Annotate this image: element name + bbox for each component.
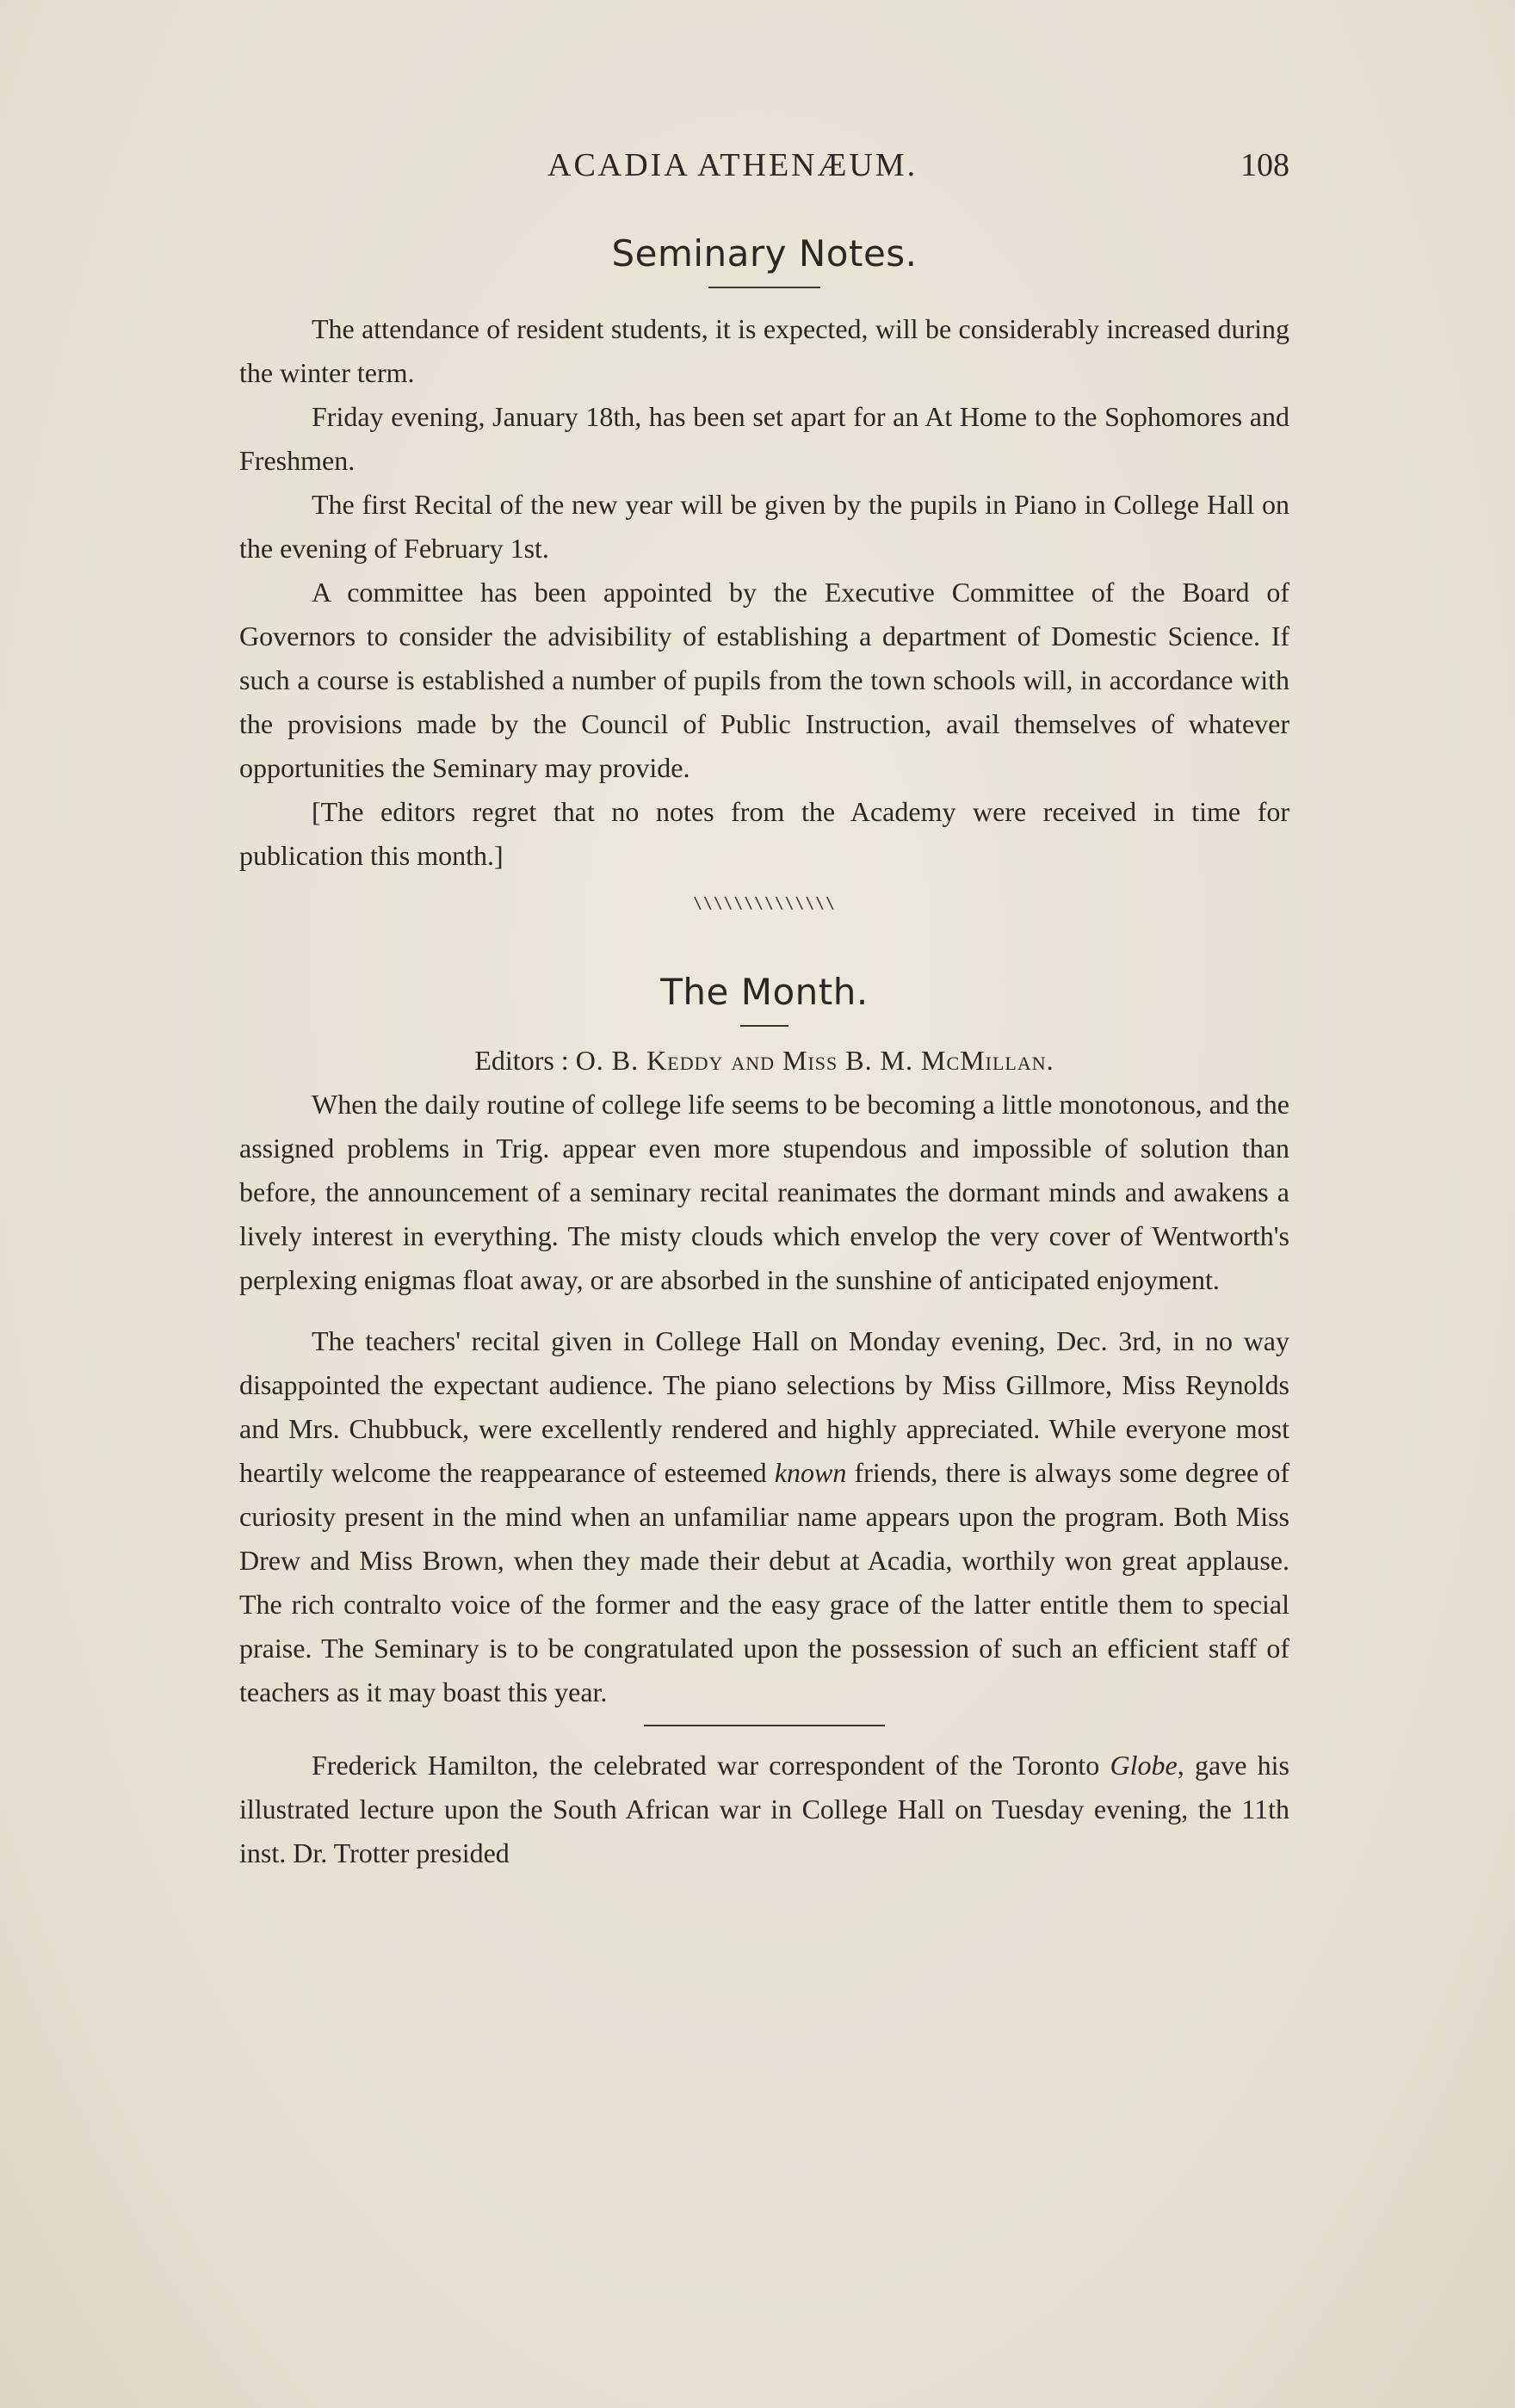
seminary-notes-title: Seminary Notes. [611,232,918,275]
seminary-paragraph: Friday evening, January 18th, has been set apart for an At Home to the Sophomores and Freshmen. [239,401,1289,476]
text-run: , gave his illustrated lecture upon the South African war in College Hall on Tuesday evening, the 11th inst. Dr. Trotter presided [239,1750,1289,1868]
month-paragraph [239,1744,1289,1875]
month-paragraph: When the daily routine of college life seems to be becoming a little monotonous, and the assigned problems in Trig. appear even more stupendous and impossible of solution than before, the announcement of a seminary recital reanimates the dormant minds and awakens a lively interest in everything. The misty clouds which envelop the very cover of Wentworth's perplexing enigmas float away, or are absorbed in the sunshine of anticipated enjoyment. [239,1089,1289,1295]
editors-line [239,1039,1289,1083]
the-month-section [239,971,1289,1875]
seminary-notes-section [239,232,1289,912]
text-run: Frederick Hamilton, the celebrated war correspondent of the Toronto [312,1750,1110,1781]
seminary-paragraph: [The editors regret that no notes from the Academy were received in time for publication this month.] [239,796,1289,871]
title-rule [708,287,820,288]
text-run: The teachers' recital given in College Hall on Monday evening, Dec. 3rd, in no way disappointed the expectant audience. The piano selections by Miss Gillmore, Miss Reynolds and Mrs. Chubbuck, were excellently rendered and highly appreciated. While everyone most heartily welcome the reappearance of esteemed [239,1325,1289,1488]
seminary-paragraph: A committee has been appointed by the Executive Committee of the Board of Governors to consider the advisibility of establishing a department of Domestic Science. If such a course is established a number of pupils from the town schools will, in accordance with the provisions made by the Council of Public Instruction, avail themselves of whatever opportunities the Seminary may provide. [239,577,1289,783]
running-title: ACADIA ATHENÆUM. [547,147,918,183]
ornamental-divider: \\\\\\\\\\\\\\ [693,894,836,912]
editors-names: O. B. Keddy and Miss B. M. McMillan. [575,1045,1054,1076]
title-rule [740,1025,788,1027]
the-month-title: The Month. [660,971,869,1013]
italic-word: known [774,1457,847,1488]
running-header [239,146,1289,188]
seminary-paragraph: The attendance of resident students, it is expected, will be considerably increased during the winter term. [239,313,1289,388]
italic-word: Globe [1110,1750,1178,1781]
editors-label: Editors : [474,1045,569,1076]
page-number: 108 [1240,147,1289,183]
seminary-paragraph: The first Recital of the new year will be given by the pupils in Piano in College Hall on the evening of February 1st. [239,489,1289,564]
text-run: friends, there is always some degree of curiosity present in the mind when an unfamiliar name appears upon the program. Both Miss Drew and Miss Brown, when they made their debut at Acadia, worthily won great applause. The rich contralto voice of the former and the easy grace of the latter entitle them to special praise. The Seminary is to be congratulated upon the possession of such an efficient staff of teachers as it may boast this year. [239,1457,1290,1707]
month-paragraph [239,1319,1289,1714]
section-separator [644,1725,885,1726]
